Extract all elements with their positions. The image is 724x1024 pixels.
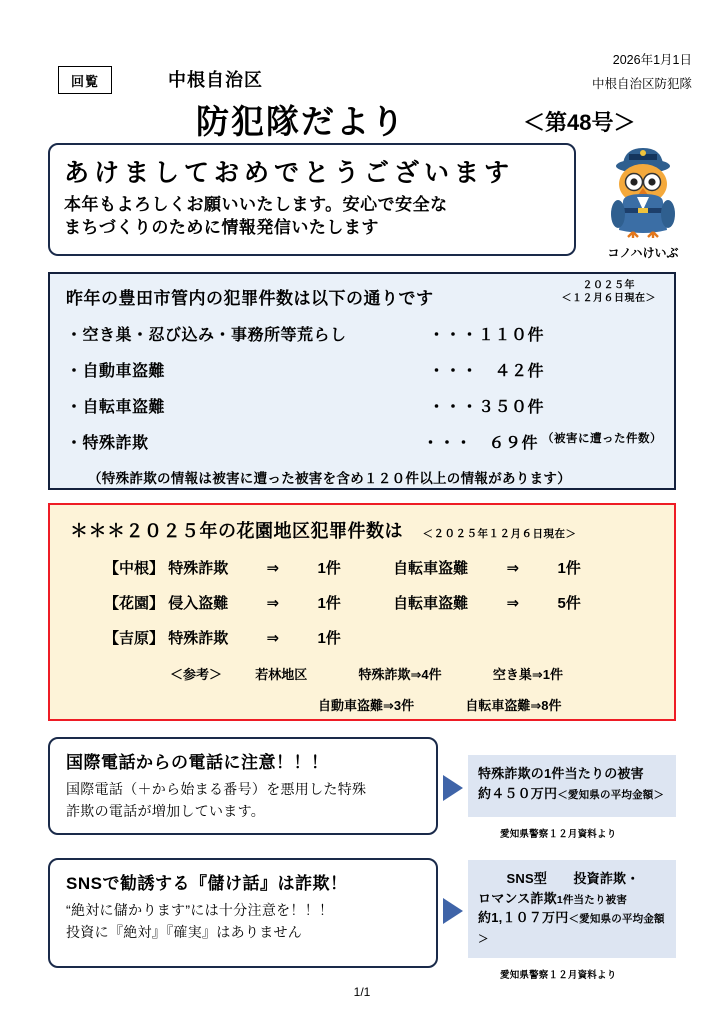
crime-statistics-box [48,272,676,490]
arrow-right-icon [443,898,463,924]
district-crime-2: 自転車盗難 [393,560,469,577]
district-reference-line-2 [70,695,664,714]
info-panel-amount: 約４５０万円 [478,785,558,801]
table-row [70,592,664,613]
page-number: 1/1 [353,985,371,999]
district-arrow-1: ⇒ [266,630,280,647]
info-panel-line-1: 特殊詐欺の1件当たりの被害 [478,766,644,781]
greeting-box [48,143,576,256]
statistics-heading [66,280,662,309]
alert-title: SNSで勧誘する『儲け話』は詐欺！ [66,874,348,893]
alert-body-line-1: 国際電話（＋から始まる番号）を悪用した特殊 [66,781,367,797]
alert-box-international-calls [48,737,438,835]
stat-label: ・自動車盗難 [66,363,166,380]
greeting-sub-line-1: 本年もよろしくお願いいたします。安心で安全な [64,195,448,214]
district-arrow-2: ⇒ [506,595,520,612]
table-row [66,322,662,345]
district-area: 【花園】 [104,595,165,612]
district-area: 【吉原】 [104,630,165,647]
mascot-name: コノハけいぶ [607,246,679,260]
info-panel-fraud-damage [468,755,676,817]
stat-note: （被害に遭った件数） [542,433,662,445]
page-title: 防犯隊だより [196,103,406,140]
greeting-sub-line-2: まちづくりのために情報発信いたします [64,217,379,237]
stat-value: ・・・ ４２件 [428,363,544,380]
stat-value: ・・・１１０件 [428,327,544,344]
reference-label: ＜参考＞ [170,667,223,682]
issue-number: ＜第48号＞ [523,110,636,135]
document-header [0,44,724,144]
table-row [66,430,662,453]
info-panel-line-2 [478,889,668,909]
info-panel-amount-note: ＜愛知県の平均金額＞ [478,913,665,945]
district-area: 【中根】 [104,560,165,577]
district-heading-text: ＊＊＊２０２５年の花園地区犯罪件数は [70,521,403,541]
district-crime-2: 自転車盗難 [393,595,469,612]
district-arrow-1: ⇒ [266,560,280,577]
statistics-asof: ２０２５年 ＜１２月６日現在＞ [561,280,656,304]
table-row [70,627,664,648]
info-panel-amount: 約1,１０７万円 [478,910,569,926]
reference-item: 特殊詐欺⇒4件 [358,667,442,682]
reference-item: 空き巣⇒1件 [492,667,564,682]
alert-body-line-2: 詐欺の電話が増加しています。 [66,802,266,819]
alert-body-line-2: 投資に『絶対』『確実』はありません [66,923,303,940]
district-crime-box [48,503,676,721]
district-crime-1: 特殊詐欺 [168,560,229,577]
district-count-2: 1件 [557,560,581,577]
organization-name: 中根自治区 [168,70,263,90]
greeting-main-text: あけましておめでとうございます [64,159,515,187]
district-count-1: 1件 [317,560,341,577]
mascot [588,142,698,262]
alert-box-sns-investment [48,858,438,968]
arrow-right-icon [443,775,463,801]
district-arrow-1: ⇒ [266,595,280,612]
stat-label: ・自転車盗難 [66,399,166,416]
source-note: 愛知県警察１２月資料より [500,829,617,840]
alert-title: 国際電話からの電話に注意！！！ [66,753,329,772]
source-note: 愛知県警察１２月資料より [500,970,617,981]
district-crime-1: 侵入盗難 [168,595,229,612]
district-reference-line-1 [70,664,664,683]
circulation-stamp: 回覧 [58,66,112,94]
info-panel-type: ロマンス詐欺 [478,890,557,906]
info-panel-line-3 [478,908,668,948]
info-panel-line-1: SNS型 投資詐欺・ [506,871,640,886]
reference-item: 自転車盗難⇒8件 [465,698,562,713]
stat-label: ・空き巣・忍び込み・事務所等荒らし [66,327,347,344]
stat-value: ・・・３５０件 [428,399,544,416]
district-crime-1: 特殊詐欺 [168,630,229,647]
owl-police-icon [593,142,693,238]
publication-date: 2026年1月1日 [612,53,692,67]
district-count-1: 1件 [317,630,341,647]
info-panel-amount-note: ＜愛知県の平均金額＞ [557,788,665,801]
reference-item: 自動車盗難⇒3件 [318,698,415,713]
publisher-unit: 中根自治区防犯隊 [591,77,692,91]
reference-area: 若林地区 [255,667,308,682]
info-panel-line-2 [478,784,668,804]
table-row [66,358,662,381]
alert-body-line-1: “絶対に儲かります”には十分注意を！！！ [66,902,334,918]
table-row [66,394,662,417]
stat-label: ・特殊詐欺 [66,435,149,452]
district-count-1: 1件 [317,595,341,612]
stat-value: ・・・ ６９件 [422,435,538,452]
statistics-heading-text: 昨年の豊田市管内の犯罪件数は以下の通りです [66,289,434,308]
district-heading [70,517,664,543]
statistics-footnote: （特殊詐欺の情報は被害に遭った被害を含め１２０件以上の情報があります） [88,471,571,486]
table-row [70,557,664,578]
district-asof: ＜２０２５年１２月６日現在＞ [422,528,577,540]
district-arrow-2: ⇒ [506,560,520,577]
info-panel-sns-damage [468,860,676,958]
info-panel-per-case: 1件当たり被害 [556,893,628,906]
district-count-2: 5件 [557,595,581,612]
